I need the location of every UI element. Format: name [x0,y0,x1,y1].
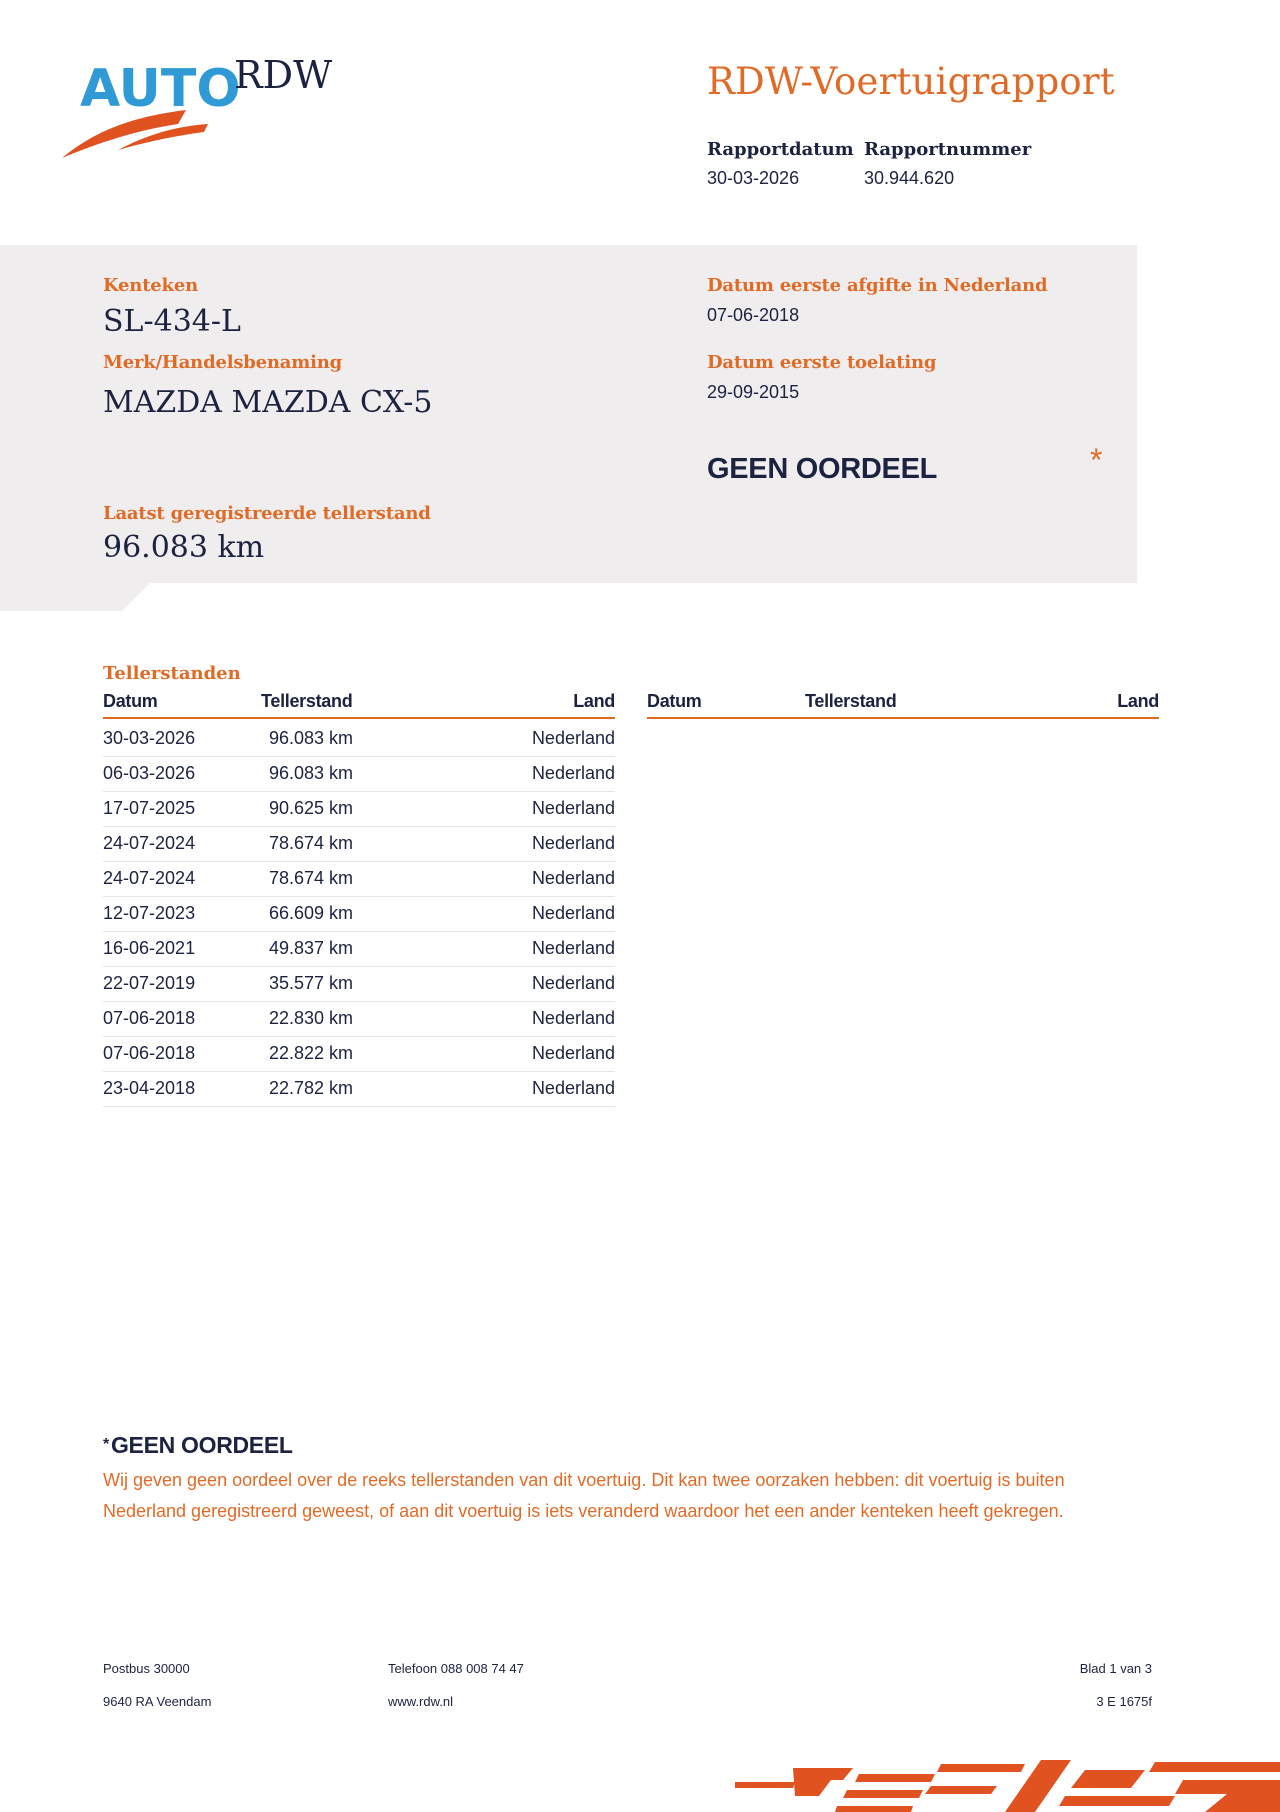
cell-land: Nederland [531,1078,615,1098]
footer-page-number: Blad 1 van 3 [1079,1661,1152,1676]
table-row [103,827,615,862]
tellerstanden-title: Tellerstanden [103,663,241,684]
verdict-text: GEEN OORDEEL [707,453,938,485]
cell-land: Nederland [531,973,615,993]
col-datum: Datum [647,691,702,711]
merk-value: MAZDA MAZDA CX-5 [103,385,433,420]
cell-tellerstand: 35.577 km [269,973,354,993]
cell-datum: 23-04-2018 [103,1078,196,1098]
cell-tellerstand: 22.782 km [269,1078,354,1098]
rapportnummer-label: Rapportnummer [864,139,1032,160]
footnote-title [103,1432,293,1459]
footer-address-line1: Postbus 30000 [103,1661,190,1676]
table-header-right [647,691,1159,719]
footnote-star-marker: * [103,1436,109,1453]
eerste-toelating-value: 29-09-2015 [707,382,800,402]
cell-datum: 16-06-2021 [103,938,196,958]
cell-datum: 17-07-2025 [103,798,196,818]
footer-address-line2: 9640 RA Veendam [103,1694,212,1709]
table-row [103,897,615,932]
table-row [103,932,615,967]
eerste-afgifte-label: Datum eerste afgifte in Nederland [707,275,1048,296]
cell-datum: 06-03-2026 [103,763,196,783]
cell-datum: 07-06-2018 [103,1043,196,1063]
tellerstanden-rows [103,722,615,1107]
report-title: RDW-Voertuigrapport [707,60,1115,103]
cell-datum: 30-03-2026 [103,728,196,748]
kenteken-label: Kenteken [103,275,198,296]
kenteken-value: SL-434-L [103,304,241,339]
cell-datum: 07-06-2018 [103,1008,196,1028]
col-tellerstand: Tellerstand [805,691,897,711]
cell-tellerstand: 22.830 km [269,1008,354,1028]
cell-tellerstand: 78.674 km [269,868,354,888]
table-header-left [103,691,615,719]
logo-rdw-text: RDW [234,53,333,97]
cell-land: Nederland [531,728,615,748]
cell-tellerstand: 90.625 km [269,798,354,818]
table-row [103,722,615,757]
panel-notch [0,583,150,611]
cell-datum: 22-07-2019 [103,973,196,993]
footer-document-code: 3 E 1675f [1096,1694,1152,1709]
table-row [103,967,615,1002]
cell-datum: 12-07-2023 [103,903,196,923]
table-row [103,1072,615,1107]
table-row [103,1002,615,1037]
table-row [103,1037,615,1072]
footnote-text: Wij geven geen oordeel over de reeks tellerstanden van dit voertuig. Dit kan twee oorzaken hebben: dit voertuig is buiten Nederland geregistreerd geweest, of aan dit voertuig is iets veranderd waardoor het een ander kenteken heeft gekregen. [103,1470,1065,1521]
cell-tellerstand: 96.083 km [269,728,354,748]
eerste-afgifte-value: 07-06-2018 [707,305,800,325]
cell-tellerstand: 66.609 km [269,903,354,923]
cell-land: Nederland [531,938,615,958]
col-land: Land [1117,691,1159,711]
cell-land: Nederland [531,868,615,888]
cell-tellerstand: 22.822 km [269,1043,354,1063]
merk-label: Merk/Handelsbenaming [103,352,343,373]
col-datum: Datum [103,691,158,711]
footer-phone: Telefoon 088 008 74 47 [388,1661,524,1676]
cell-datum: 24-07-2024 [103,833,196,853]
col-land: Land [573,691,615,711]
decorative-stripes [735,1760,1280,1812]
logo-auto-text: AUTO [80,59,241,119]
autordw-logo [58,50,358,165]
cell-tellerstand: 49.837 km [269,938,354,958]
eerste-toelating-label: Datum eerste toelating [707,352,937,373]
rapportnummer-value: 30.944.620 [864,168,955,188]
cell-land: Nederland [531,798,615,818]
rapportdatum-value: 30-03-2026 [707,168,800,188]
table-row [103,757,615,792]
cell-datum: 24-07-2024 [103,868,196,888]
table-row [103,862,615,897]
cell-land: Nederland [531,903,615,923]
verdict-star-marker: * [1090,442,1103,478]
table-row [103,792,615,827]
tellerstand-label: Laatst geregistreerde tellerstand [103,503,431,524]
rapportdatum-label: Rapportdatum [707,139,854,160]
tellerstand-value: 96.083 km [103,530,265,565]
footnote-title-text: GEEN OORDEEL [110,1432,293,1458]
cell-tellerstand: 96.083 km [269,763,354,783]
cell-land: Nederland [531,1008,615,1028]
footer-website-link[interactable]: www.rdw.nl [388,1694,454,1709]
cell-land: Nederland [531,1043,615,1063]
cell-land: Nederland [531,833,615,853]
col-tellerstand: Tellerstand [261,691,353,711]
cell-tellerstand: 78.674 km [269,833,354,853]
cell-land: Nederland [531,763,615,783]
